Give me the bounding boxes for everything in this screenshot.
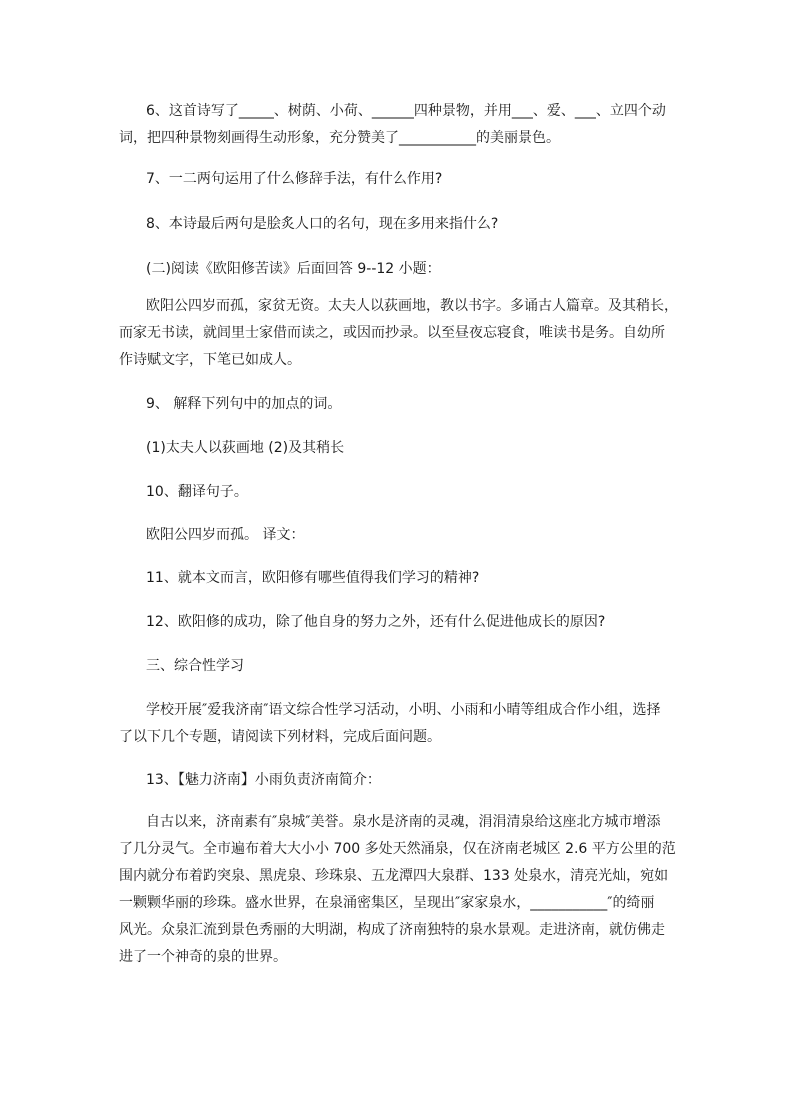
text-line: (1)太夫人以荻画地 (2)及其稍长 xyxy=(146,440,345,456)
question-10 xyxy=(119,479,679,506)
text-line: 了几分灵气。全市遍布着大大小小 700 多处天然涌泉，仅在济南老城区 2.6 平方公里的范 xyxy=(119,841,676,857)
jinan-passage xyxy=(119,809,679,971)
text-line: 而家无书读，就闾里士家借而读之，或因而抄录。以至昼夜忘寝食，唯读书是务。自幼所 xyxy=(119,325,665,341)
text-line: 欧阳公四岁而孤，家贫无资。太夫人以荻画地，教以书字。多诵古人篇章。及其稍长， xyxy=(146,298,678,314)
question-9-items xyxy=(119,435,679,462)
text-line: 作诗赋文字，下笔已如成人。 xyxy=(119,352,301,368)
question-10-sentence xyxy=(119,522,679,549)
passage-ouyang-xiu xyxy=(119,293,679,374)
text-line: 9、 解释下列句中的加点的词。 xyxy=(146,396,342,412)
question-8 xyxy=(119,211,679,238)
text-line: 6、这首诗写了_____、树荫、小荷、______四种景物，并用___、爱、___、立四个动 xyxy=(146,103,666,119)
text-line: 围内就分布着趵突泉、黑虎泉、珍珠泉、五龙潭四大泉群、133 处泉水，清亮光灿，宛如 xyxy=(119,868,669,884)
text-line: 13、【魅力济南】小雨负责济南简介： xyxy=(146,772,381,788)
text-line: 风光。众泉汇流到景色秀丽的大明湖，构成了济南独特的泉水景观。走进济南，就仿佛走 xyxy=(119,922,665,938)
text-line: (二)阅读《欧阳修苦读》后面回答 9--12 小题： xyxy=(146,261,441,277)
text-line: 12、欧阳修的成功，除了他自身的努力之外，还有什么促进他成长的原因? xyxy=(146,614,606,630)
section-2-heading xyxy=(119,256,679,283)
text-line: 10、翻译句子。 xyxy=(146,484,248,500)
text-line: 欧阳公四岁而孤。 译文： xyxy=(146,527,305,543)
text-line: 8、本诗最后两句是脍炙人口的名句，现在多用来指什么? xyxy=(146,216,499,232)
text-line: 三、综合性学习 xyxy=(146,658,244,674)
text-line: 学校开展″爱我济南″语文综合性学习活动，小明、小雨和小晴等组成合作小组，选择 xyxy=(146,702,661,718)
text-line: 词，把四种景物刻画得生动形象，充分赞美了___________的美丽景色。 xyxy=(119,130,560,146)
question-6 xyxy=(119,98,679,152)
text-line: 一颗颗华丽的珍珠。盛水世界，在泉涌密集区，呈现出″家家泉水，___________″的绮丽 xyxy=(119,895,655,911)
question-13 xyxy=(119,767,679,794)
section-3-heading xyxy=(119,653,679,680)
question-12 xyxy=(119,609,679,636)
text-line: 7、一二两句运用了什么修辞手法，有什么作用? xyxy=(146,171,443,187)
question-11 xyxy=(119,565,679,592)
activity-intro xyxy=(119,697,679,751)
question-7 xyxy=(119,166,679,193)
text-line: 自古以来，济南素有″泉城″美誉。泉水是济南的灵魂，涓涓清泉给这座北方城市增添 xyxy=(146,814,661,830)
text-line: 进了一个神奇的泉的世界。 xyxy=(119,949,287,965)
question-9 xyxy=(119,391,679,418)
text-line: 了以下几个专题，请阅读下列材料，完成后面问题。 xyxy=(119,729,441,745)
text-line: 11、就本文而言，欧阳修有哪些值得我们学习的精神? xyxy=(146,570,480,586)
